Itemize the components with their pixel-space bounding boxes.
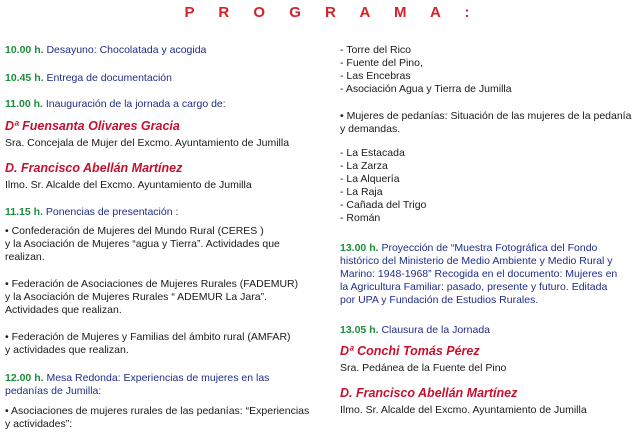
time-label: 11.15 h. — [5, 206, 43, 218]
bullet-line: • Federación de Mujeres y Familias del ámbito rural (AMFAR) — [5, 331, 291, 343]
list-item: - Román — [340, 212, 381, 224]
bullet-line: Actividades que realizan. — [5, 304, 122, 316]
schedule-item — [5, 98, 226, 111]
speaker-name: D. Francisco Abellán Martínez — [340, 386, 518, 400]
list-item: - La Raja — [340, 186, 383, 198]
bullet-line: • Mujeres de pedanías: Situación de las mujeres de la pedanía — [340, 110, 632, 122]
bullet-line: y la Asociación de Mujeres Rurales “ ADEMUR La Jara”. — [5, 291, 268, 303]
list-item: - Torre del Rico — [340, 44, 411, 56]
list-item: - La Zarza — [340, 160, 388, 172]
time-label: 11.00 h. — [5, 98, 43, 110]
item-text-continued: por UPA y Fundación de Estudios Rurales. — [340, 294, 539, 306]
item-text: Proyección de “Muestra Fotográfica del Fondo — [381, 242, 598, 254]
bullet-line: y actividades”: — [5, 418, 73, 430]
bullet-line: realizan. — [5, 251, 45, 263]
speaker-role: Sra. Pedánea de la Fuente del Pino — [340, 362, 507, 374]
item-text: Mesa Redonda: Experiencias de mujeres en las — [46, 372, 270, 384]
list-item: - La Alquería — [340, 173, 400, 185]
speaker-role: Ilmo. Sr. Alcalde del Excmo. Ayuntamiento de Jumilla — [340, 404, 587, 416]
program-title: P R O G R A M A : — [184, 4, 480, 21]
list-item: - Las Encebras — [340, 70, 411, 82]
schedule-item — [340, 242, 597, 255]
schedule-item — [5, 44, 206, 57]
schedule-item — [5, 72, 172, 85]
item-text: Ponencias de presentación : — [45, 206, 179, 218]
bullet-line: y la Asociación de Mujeres “agua y Tierra”. Actividades que — [5, 238, 280, 250]
item-text: Desayuno: Chocolatada y acogida — [46, 44, 207, 56]
speaker-name: Dª Fuensanta Olivares Gracia — [5, 119, 180, 133]
list-item: - Fuente del Pino, — [340, 57, 423, 69]
item-text: Entrega de documentación — [46, 72, 172, 84]
schedule-item — [340, 324, 490, 337]
item-text: Clausura de la Jornada — [381, 324, 491, 336]
schedule-item — [5, 206, 178, 219]
speaker-name: Dª Conchi Tomás Pérez — [340, 344, 480, 358]
item-text-continued: histórico del Ministerio de Medio Ambiente y Medio Rural y — [340, 255, 613, 267]
item-text-continued: Marino: 1948-1968” Recogida en el documento: Mujeres en — [340, 268, 618, 280]
list-item: - Cañada del Trigo — [340, 199, 427, 211]
time-label: 13.00 h. — [340, 242, 379, 254]
bullet-line: • Asociaciones de mujeres rurales de las pedanías: “Experiencias — [5, 405, 310, 417]
item-text-continued: la Agricultura Familiar: pasado, presente y futuro. Editada — [340, 281, 608, 293]
bullet-line: • Confederación de Mujeres del Mundo Rural (CERES ) — [5, 225, 264, 237]
speaker-role: Ilmo. Sr. Alcalde del Excmo. Ayuntamiento de Jumilla — [5, 179, 252, 191]
time-label: 10.00 h. — [5, 44, 44, 56]
bullet-line: y actividades que realizan. — [5, 344, 129, 356]
speaker-name: D. Francisco Abellán Martínez — [5, 161, 183, 175]
bullet-line: • Federación de Asociaciones de Mujeres Rurales (FADEMUR) — [5, 278, 299, 290]
time-label: 10.45 h. — [5, 72, 44, 84]
time-label: 13.05 h. — [340, 324, 379, 336]
item-text-continued: pedanías de Jumilla: — [5, 385, 102, 397]
bullet-line: y demandas. — [340, 123, 401, 135]
list-item: - Asociación Agua y Tierra de Jumilla — [340, 83, 512, 95]
list-item: - La Estacada — [340, 147, 405, 159]
time-label: 12.00 h. — [5, 372, 44, 384]
speaker-role: Sra. Concejala de Mujer del Excmo. Ayuntamiento de Jumilla — [5, 137, 290, 149]
schedule-item — [5, 372, 269, 385]
item-text: Inauguración de la jornada a cargo de: — [45, 98, 226, 110]
